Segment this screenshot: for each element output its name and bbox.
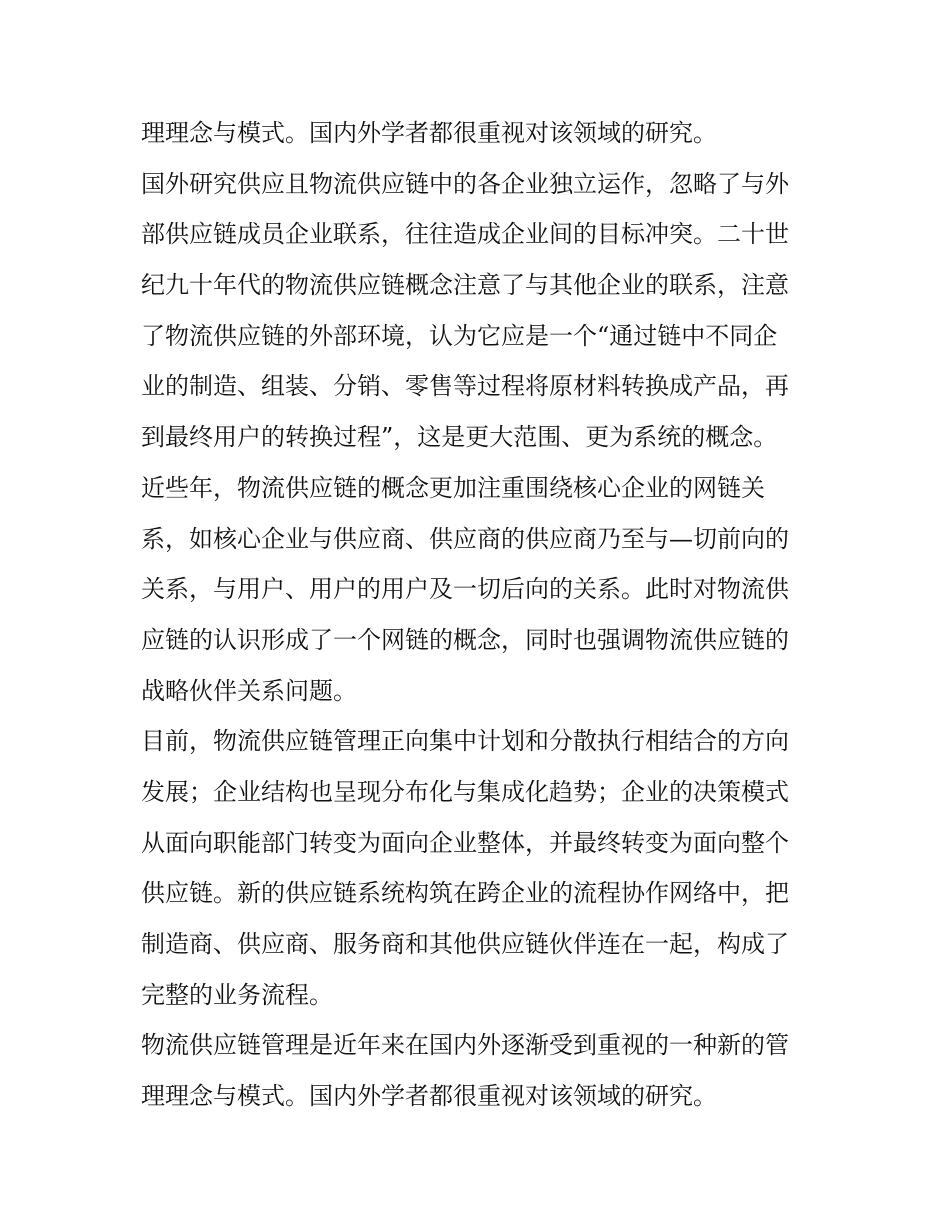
text-line: 理理念与模式。国内外学者都很重视对该领域的研究。 [141, 1082, 717, 1111]
text-line: 目前，物流供应链管理正向集中计划和分散执行相结合的方向 [141, 727, 789, 756]
text-line: 关系，与用户、用户的用户及一切后向的关系。此时对物流供 [141, 575, 789, 604]
text-line: 发展；企业结构也呈现分布化与集成化趋势；企业的决策模式 [141, 777, 789, 806]
text-line: 从面向职能部门转变为面向企业整体，并最终转变为面向整个 [141, 828, 789, 857]
text-line: 近些年，物流供应链的概念更加注重围绕核心企业的网链关 [141, 473, 765, 502]
text-line: 供应链。新的供应链系统构筑在跨企业的流程协作网络中，把 [141, 879, 789, 908]
text-line: 业的制造、组装、分销、零售等过程将原材料转换成产品，再 [141, 372, 789, 401]
text-line: 应链的认识形成了一个网链的概念，同时也强调物流供应链的 [141, 625, 789, 654]
text-line: 纪九十年代的物流供应链概念注意了与其他企业的联系，注意 [141, 271, 789, 300]
text-line: 了物流供应链的外部环境，认为它应是一个“通过链中不同企 [141, 321, 778, 350]
text-line: 到最终用户的转换过程”，这是更大范围、更为系统的概念。 [141, 423, 778, 452]
text-line: 理理念与模式。国内外学者都很重视对该领域的研究。 [141, 119, 717, 147]
text-line: 战略伙伴关系问题。 [141, 676, 357, 705]
text-line: 物流供应链管理是近年来在国内外逐渐受到重视的一种新的管 [141, 1031, 789, 1060]
text-line: 部供应链成员企业联系，往往造成企业间的目标冲突。二十世 [141, 220, 789, 249]
text-line: 国外研究供应且物流供应链中的各企业独立运作，忽略了与外 [141, 169, 789, 198]
body-text [141, 108, 813, 1122]
text-line: 完整的业务流程。 [141, 980, 333, 1009]
text-line: 系，如核心企业与供应商、供应商的供应商乃至与—切前向的 [141, 524, 789, 553]
text-line: 制造商、供应商、服务商和其他供应链伙伴连在一起，构成了 [141, 930, 789, 958]
